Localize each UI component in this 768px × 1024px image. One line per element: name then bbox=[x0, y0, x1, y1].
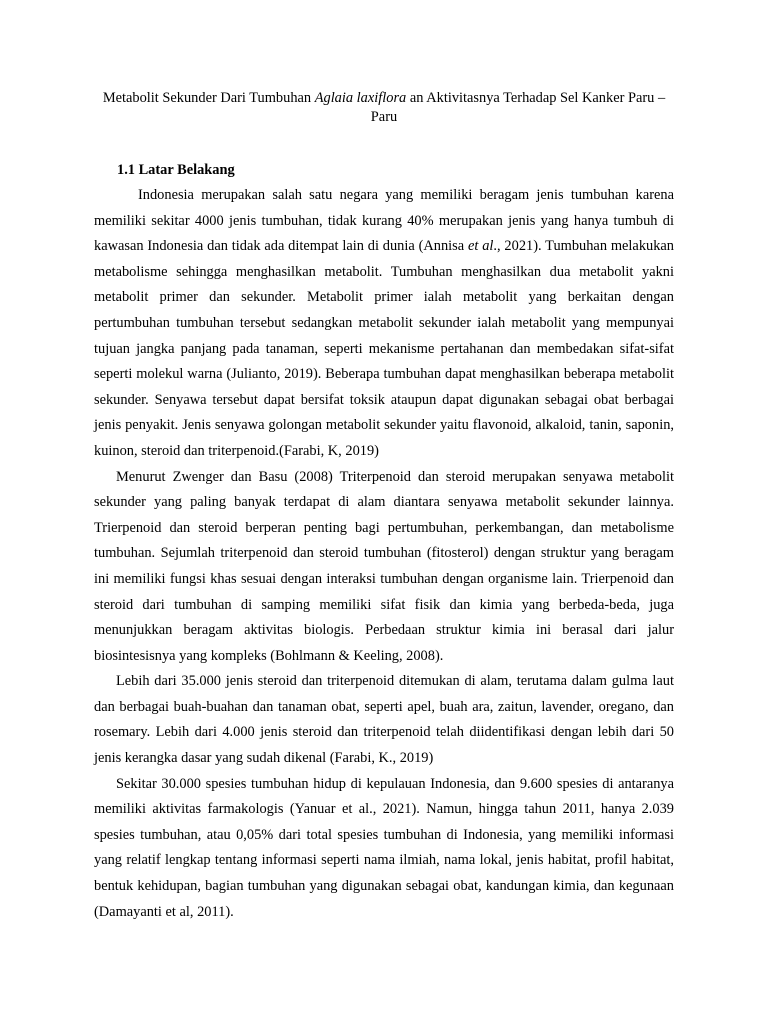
title-text-end: an Aktivitasnya Terhadap Sel Kanker Paru – Paru bbox=[370, 90, 666, 125]
document-title bbox=[94, 89, 674, 127]
paragraph-1 bbox=[94, 183, 674, 465]
paragraph-1-et-al: et al bbox=[467, 238, 494, 255]
paragraph-1-text-a: Indonesia merupakan salah satu negara yang memiliki beragam jenis tumbuhan karena memiliki sekitar 4000 jenis tumbuhan, tidak kurang 40% merupakan jenis yang hanya tumbuh di kawasan Indonesia dan tidak ada ditempat lain di dunia (Annisa bbox=[94, 187, 674, 255]
paragraph-3: Lebih dari 35.000 jenis steroid dan triterpenoid ditemukan di alam, terutama dalam gulma laut dan berbagai buah-buahan dan tanaman obat, seperti apel, buah ara, zaitun, lavender, oregano, dan rosemary. Lebih dari 4.000 jenis steroid dan triterpenoid telah diidentifikasi dengan lebih dari 50 jenis kerangka dasar yang sudah dikenal (Farabi, K., 2019) bbox=[94, 673, 674, 767]
paragraph-2: Menurut Zwenger dan Basu (2008) Triterpenoid dan steroid merupakan senyawa metabolit sekunder yang paling banyak terdapat di alam diantara senyawa metabolit sekunder lainnya. Trierpenoid dan steroid berperan penting bagi pertumbuhan, perkembangan, dan metabolisme tumbuhan. Sejumlah triterpenoid dan steroid tumbuhan (fitosterol) dengan struktur yang beragam ini memiliki fungsi khas sesuai dengan interaksi tumbuhan dengan organisme lain. Trierpenoid dan steroid dari tumbuhan di samping memiliki sifat fisik dan kimia yang berbeda-beda, juga menunjukkan beragam aktivitas biologis. Perbedaan struktur kimia ini berasal dari jalur biosintesisnya yang kompleks (Bohlmann & Keeling, 2008). bbox=[94, 468, 674, 664]
section-heading: 1.1 Latar Belakang bbox=[117, 162, 235, 178]
paragraph-1-text-b: ., 2021). Tumbuhan melakukan metabolisme sehingga menghasilkan metabolit. Tumbuhan menghasilkan dua metabolit yakni metabolit primer dan sekunder. Metabolit primer ialah metabolit yang berkaitan dengan pertumbuhan tumbuhan tersebut sedangkan metabolit sekunder ialah metabolit yang mempunyai tujuan jangka panjang pada tanaman, seperti mekanisme pertahanan dan membedakan sifat-sifat seperti molekul warna (Julianto, 2019). Beberapa tumbuhan dapat menghasilkan beberapa metabolit sekunder. Senyawa tersebut dapat bersifat toksik ataupun dapat digunakan sebagai obat berbagai jenis penyakit. Jenis senyawa golongan metabolit sekunder yaitu flavonoid, alkaloid, tanin, saponin, kuinon, steroid dan triterpenoid.(Farabi, K, 2019) bbox=[94, 238, 674, 459]
body-text bbox=[94, 183, 674, 925]
paragraph-4: Sekitar 30.000 spesies tumbuhan hidup di kepulauan Indonesia, dan 9.600 spesies di antaranya memiliki aktivitas farmakologis (Yanuar et al., 2021). Namun, hingga tahun 2011, hanya 2.039 spesies tumbuhan, atau 0,05% dari total spesies tumbuhan di Indonesia, yang memiliki informasi yang relatif lengkap tentang informasi seperti nama ilmiah, nama lokal, jenis habitat, profil habitat, bentuk kehidupan, bagian tumbuhan yang digunakan sebagai obat, kandungan kimia, dan kegunaan (Damayanti et al, 2011). bbox=[94, 775, 674, 920]
title-species-name: Aglaia laxiflora bbox=[314, 90, 407, 106]
title-text-start: Metabolit Sekunder Dari Tumbuhan bbox=[102, 90, 315, 106]
